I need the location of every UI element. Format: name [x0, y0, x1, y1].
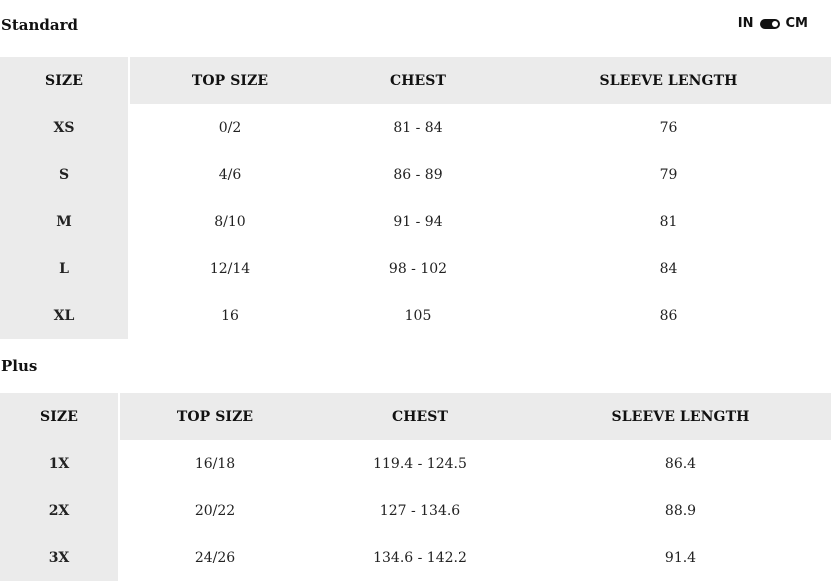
column-header-chest: CHEST [310, 393, 530, 440]
size-cell: 1X [0, 440, 118, 487]
column-header-sleeve-length: SLEEVE LENGTH [530, 393, 831, 440]
column-header-size: SIZE [0, 57, 128, 104]
top-size-cell: 24/26 [194, 549, 236, 566]
table-row [0, 151, 831, 198]
table-header-row [0, 57, 831, 104]
chest-cell: 91 - 94 [393, 213, 443, 230]
size-cell: 3X [0, 534, 118, 581]
sleeve-length-cell: 86.4 [664, 455, 697, 472]
column-header-top-size: TOP SIZE [120, 393, 310, 440]
size-cell: S [0, 151, 128, 198]
size-cell: XL [0, 292, 128, 339]
top-size-cell: 16/18 [194, 455, 236, 472]
unit-label-in[interactable]: IN [737, 16, 754, 31]
sleeve-length-cell: 76 [659, 119, 678, 136]
plus-size-table [0, 393, 831, 581]
table-row [0, 440, 831, 487]
chest-cell: 86 - 89 [393, 166, 443, 183]
chest-cell: 127 - 134.6 [379, 502, 461, 519]
table-row [0, 198, 831, 245]
sleeve-length-cell: 81 [659, 213, 678, 230]
table-row [0, 292, 831, 339]
unit-label-cm[interactable]: CM [785, 16, 808, 31]
column-header-size: SIZE [0, 393, 118, 440]
unit-toggle-group [738, 16, 808, 31]
chest-cell: 81 - 84 [393, 119, 443, 136]
chest-cell: 105 [404, 307, 432, 324]
unit-toggle-switch[interactable] [760, 19, 780, 29]
standard-section-title: Standard [1, 16, 78, 34]
column-header-top-size: TOP SIZE [130, 57, 330, 104]
table-header-row [0, 393, 831, 440]
sleeve-length-cell: 91.4 [664, 549, 697, 566]
toggle-knob-icon [772, 21, 778, 27]
size-cell: L [0, 245, 128, 292]
top-size-cell: 20/22 [194, 502, 236, 519]
chest-cell: 98 - 102 [388, 260, 448, 277]
standard-size-table [0, 57, 831, 339]
table-row [0, 487, 831, 534]
column-header-sleeve-length: SLEEVE LENGTH [506, 57, 831, 104]
top-size-cell: 12/14 [209, 260, 251, 277]
top-size-cell: 16 [221, 307, 239, 324]
top-size-cell: 0/2 [218, 119, 242, 136]
top-size-cell: 8/10 [214, 213, 246, 230]
size-cell: 2X [0, 487, 118, 534]
column-header-chest: CHEST [330, 57, 506, 104]
sleeve-length-cell: 88.9 [664, 502, 697, 519]
plus-section-title: Plus [1, 357, 38, 375]
top-size-cell: 4/6 [218, 166, 242, 183]
size-cell: XS [0, 104, 128, 151]
sleeve-length-cell: 79 [659, 166, 678, 183]
sleeve-length-cell: 84 [659, 260, 678, 277]
size-cell: M [0, 198, 128, 245]
chest-cell: 134.6 - 142.2 [373, 549, 467, 566]
table-row [0, 534, 831, 581]
chest-cell: 119.4 - 124.5 [373, 455, 467, 472]
table-row [0, 104, 831, 151]
sleeve-length-cell: 86 [659, 307, 678, 324]
table-row [0, 245, 831, 292]
